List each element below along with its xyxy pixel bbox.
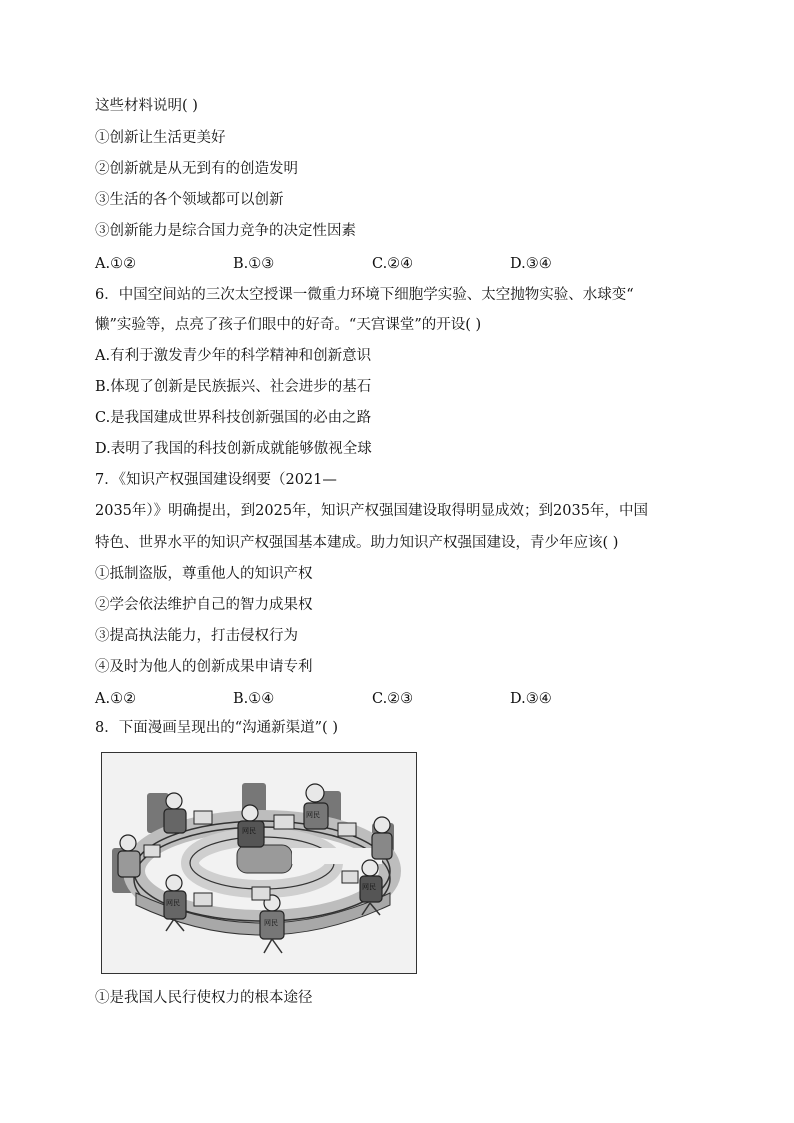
q6-stem-line2: 懒”实验等，点亮了孩子们眼中的好奇。“天宫课堂”的开设( )	[95, 317, 482, 333]
q5-item-4: ③创新能力是综合国力竞争的决定性因素	[95, 223, 356, 239]
q7-item-3: ③提高执法能力，打击侵权行为	[95, 628, 298, 644]
q5-option-b[interactable]: B.①③	[233, 256, 275, 272]
q7-item-4: ④及时为他人的创新成果申请专利	[95, 659, 313, 675]
cartoon-svg	[102, 753, 416, 973]
q6-option-c[interactable]: C.是我国建成世界科技创新强国的必由之路	[95, 410, 372, 426]
q7-stem-line2: 2035年）》明确提出，到2025年，知识产权强国建设取得明显成效；到2035年，中国	[95, 503, 648, 519]
q6-option-b[interactable]: B.体现了创新是民族振兴、社会进步的基石	[95, 379, 372, 395]
figure-badge-2: 网民	[306, 811, 320, 819]
q7-option-c[interactable]: C.②③	[372, 691, 414, 707]
q5-option-c[interactable]: C.②④	[372, 256, 414, 272]
figure-badge-5: 网民	[362, 883, 376, 891]
cartoon-illustration	[101, 752, 417, 974]
figure-badge-4: 网民	[264, 919, 278, 927]
q7-item-1: ①抵制盗版，尊重他人的知识产权	[95, 566, 313, 582]
q7-item-2: ②学会依法维护自己的智力成果权	[95, 597, 313, 613]
q6-option-a[interactable]: A.有利于激发青少年的科学精神和创新意识	[95, 348, 372, 364]
q5-stem: 这些材料说明( )	[95, 98, 198, 114]
figure-badge-1: 网民	[242, 827, 256, 835]
q7-option-a[interactable]: A.①②	[95, 691, 137, 707]
q5-option-a[interactable]: A.①②	[95, 256, 137, 272]
q8-stem: 8．下面漫画呈现出的“沟通新渠道”( )	[95, 720, 338, 736]
q7-stem-line3: 特色、世界水平的知识产权强国基本建成。助力知识产权强国建设，青少年应该( )	[95, 535, 619, 551]
q7-stem-line1: 7．《知识产权强国建设纲要（2021—	[95, 472, 337, 488]
q6-stem-line1: 6．中国空间站的三次太空授课一微重力环境下细胞学实验、太空抛物实验、水球变“	[95, 287, 634, 303]
q8-item-1: ①是我国人民行使权力的根本途径	[95, 990, 313, 1006]
q6-option-d[interactable]: D.表明了我国的科技创新成就能够傲视全球	[95, 441, 372, 457]
q5-item-1: ①创新让生活更美好	[95, 130, 226, 146]
q5-option-d[interactable]: D.③④	[510, 256, 552, 272]
q5-item-2: ②创新就是从无到有的创造发明	[95, 161, 298, 177]
q7-option-b[interactable]: B.①④	[233, 691, 275, 707]
figure-badge-3: 网民	[166, 899, 180, 907]
q7-option-d[interactable]: D.③④	[510, 691, 552, 707]
q5-item-3: ③生活的各个领域都可以创新	[95, 192, 284, 208]
